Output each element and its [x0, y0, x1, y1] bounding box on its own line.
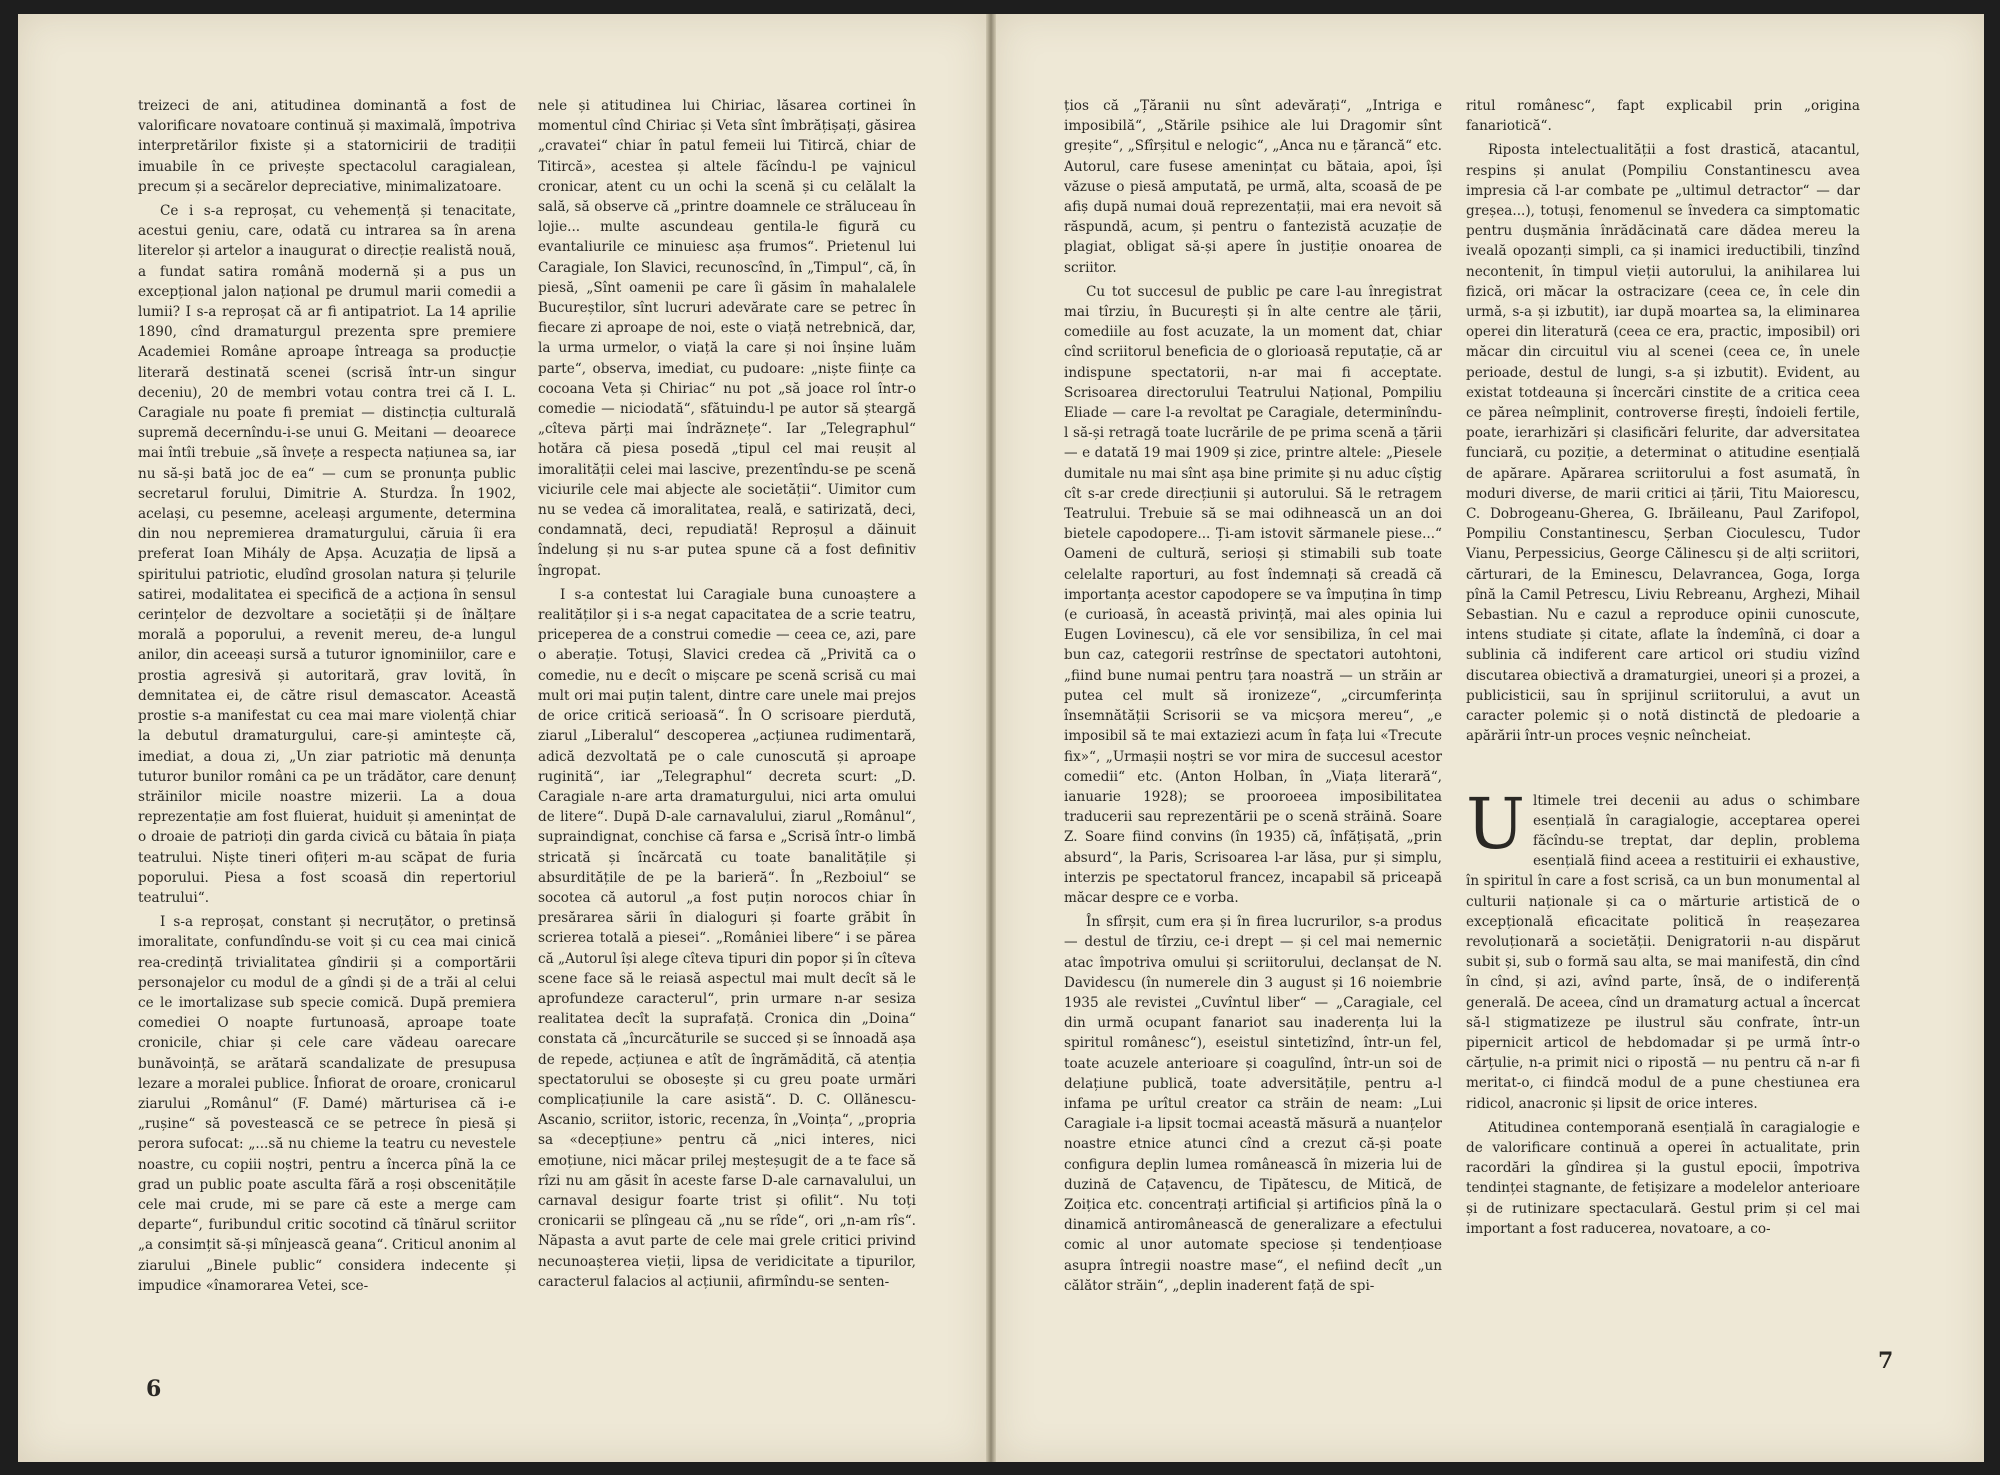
paragraph: nele și atitudinea lui Chiriac, lăsarea cortinei în momentul cînd Chiriac și Veta sînt îmbrățișați, găsirea „cravatei“ chiar în patul femeii lui Titircă, chiar de Titircă», acestea și altele făcîndu-l pe vajnicul cronicar, atent cu un ochi la scenă și cu celălalt la sală, să observe că „printre doamnele ce străluceau în lojie... multe ascundeau gentila-le figură cu evantaliurile ce minuiesc așa frumos“. Prietenul lui Caragiale, Ion Slavici, recunoscînd, în „Timpul“, că, în piesă, „Sînt oamenii pe care îi găsim în mahalalele Bucureștilor, sînt lucruri adevărate care se petrec în fiecare zi aproape de noi, este o viață netrebnică, dar, la urma urmelor, o viață la care și noi înșine luăm parte“, observa, imediat, cu pudoare: „niște ființe ca cocoana Veta și Chiriac“ nu pot „să joace rol într-o comedie — niciodată“, sfătuindu-l pe autor să șteargă „cîteva părți mai îndrăznețe“. Iar „Telegraphul“ hotăra că piesa posedă „tipul cel mai reușit al imoralității celei mai lascive, prezentîndu-se pe scenă viciurile cele mai abjecte ale societății“. Uimitor cum nu se vedea că imoralitatea, reală, e satirizată, deci, condamnată, deci, repudiată! Reproșul a dăinuit îndelung și nu s-ar putea spune că a fost definitiv îngropat. — [538, 98, 916, 579]
left-page — [18, 14, 986, 1462]
paragraph: Cu tot succesul de public pe care l-au înregistrat mai tîrziu, în București și în alte centre ale țării, comediile au fost acuzate, la un moment dat, chiar cînd scriitorul beneficia de o glorioasă reputație, că ar indispune spectatorii, n-ar mai fi acceptate. Scrisoarea directorului Teatrului Național, Pompiliu Eliade — care l-a revoltat pe Caragiale, determinîndu-l să-și retragă toate lucrările de pe prima scenă a țării — e datată 19 mai 1909 și zice, printre altele: „Piesele dumitale nu mai sînt așa bine primite și nu aduc cîștig cît s-ar crede direcțiunii și autorului. Să le retragem Teatrului. Trebuie să se mai odihnească un an doi bietele capodopere... Ți-am istovit sărmanele piese...“ Oameni de cultură, serioși și stimabili sub toate celelalte raporturi, au fost îndemnați să creadă că importanța acestor capodopere se va împuțina în timp (e curioasă, în această privință, mai ales opinia lui Eugen Lovinescu), că ele vor sensibiliza, în cel mai bun caz, categorii restrînse de spectatori autohtoni, „fiind bune numai pentru țara noastră — un străin ar putea cel mult să ironizeze“, „circumferința însemnătății Scrisorii se va micșora mereu“, „e imposibil să te mai extaziezi acum în fața lui «Trecute fix»“, „Urmașii noștri se vor mira de succesul acestor comedii“ etc. (Anton Holban, în „Viața literară“, ianuarie 1928); se prooroeea imposibilitatea traducerii sau reprezentării pe o scenă străină. Soare Z. Soare fiind convins (în 1935) că, înfățișată, „prin absurd“, la Paris, Scrisoarea l-ar lăsa, pur și simplu, interzis pe spectatorul francez, incapabil să priceapă măcar despre ce e vorba. — [1064, 283, 1442, 906]
paragraph: treizeci de ani, atitudinea dominantă a fost de valorificare novatoare continuă și maximală, împotriva interpretărilor fixiste și a statornicirii de tradiții imuabile în ce privește spectacolul caragialean, precum și a secărelor depreciative, minimalizatoare. — [138, 98, 516, 195]
paragraph: țios că „Țăranii nu sînt adevărați“, „Intriga e imposibilă“, „Stările psihice ale lui Dragomir sînt greșite“, „Sfîrșitul e nelogic“, „Anca nu e țărancă“ etc. Autorul, care fusese amenințat cu bătaia, apoi, își văzuse o piesă amputată, pe urmă, alta, scoasă de pe afiș după numai două reprezentații, mai era nevoit să răspundă, acum, și pentru o fantezistă acuzație de plagiat, obligat să-și apere în justiție onoarea de scriitor. — [1064, 98, 1442, 276]
paragraph: Atitudinea contemporană esențială în caragialogie e de valorificare continuă a operei în actualitate, prin racordări la gîndirea și la gustul epocii, împotriva tendinței stagnante, de fetișizare a modelelor anterioare și de rutinizare spectaculară. Gestul prim și cel mai important a fost raducerea, novatoare, a co- — [1466, 1119, 1860, 1237]
right-column-2 — [1466, 96, 1860, 1386]
paragraph: I s-a reproșat, constant și necruțător, o pretinsă imoralitate, confundîndu-se voit și cu cea mai cinică rea-credință trivialitatea gîndirii și a comportării personajelor cu modul de a gîndi și de a trăi al celui ce le imortalizase sub specie comică. După premiera comediei O noapte furtunoasă, aproape toate cronicile, chiar și cele care vădeau oarecare bunăvoință, se arătară scandalizate de presupusa lezare a moralei publice. Înfiorat de oroare, cronicarul ziarului „Românul“ (F. Damé) mărturisea că i-e „rușine“ să povestească ce se petrece în piesă și perora sufocat: „...să nu chieme la teatru cu nevestele noastre, cu copiii noștri, pentru a încerca pînă la ce grad un public poate asculta fără a roși obscenitățile cele mai crude, mi se pare că este a merge cam departe“, furibundul critic socotind că tînărul scriitor „a consimțit să-și mînjească geana“. Criticul anonim al ziarului „Binele public“ considera indecente și impudice «înamorarea Vetei, sce- — [138, 914, 516, 1294]
paragraph: I s-a contestat lui Caragiale buna cunoaștere a realităților și i s-a negat capacitatea de a scrie teatru, priceperea de a construi comedie — ceea ce, azi, pare o aberație. Totuși, Slavici credea că „Privită ca o comedie, nu e decît o mișcare pe scenă scrisă cu mai mult ori mai puțin talent, dintre care unele mai prejos de orice critică serioasă“. În O scrisoare pierdută, ziarul „Liberalul“ descoperea „acțiunea rudimentară, adică dezvoltată pe o cale cunoscută și aproape ruginită“, iar „Telegraphul“ decreta scurt: „D. Caragiale n-are arta dramaturgului, nici arta omului de litere“. După D-ale carnavalului, ziarul „Românul“, supraindignat, conchise că farsa e „Scrisă într-o limbă stricată și încărcată cu toate banalitățile și absurditățile de pe la barieră“. În „Rezboiul“ se socotea că autorul „a fost puțin norocos chiar în presărarea sării în dialoguri și foarte grăbit în scrierea totală a piesei“. „României libere“ i se părea că „Autorul își alege cîteva tipuri din popor și în cîteva scene face să le reiasă aspectul mai mult decît să le aprofundeze caracterul“, prin urmare n-ar sesiza realitatea decît la suprafață. Cronica din „Doina“ constata că „încurcăturile se succed și se înnoadă așa de repede, acțiunea e atît de îngrămădită, că atenția spectatorului se obosește și cu greu poate urmări complicațiunile la care asistă“. D. C. Ollănescu-Ascanio, scriitor, istoric, recenza, în „Voința“, „propria sa «decepțiune» pentru că „nici interes, nici emoțiune, nici măcar prilej meșteșugit de a te face să rîzi nu am găsit în aceste farse D-ale carnavalului, un carnaval desigur foarte trist și ofilit“. Nu toți cronicarii se plîngeau că „nu se rîde“, ori „n-am rîs“. Năpasta a avut parte de cele mai grele critici privind necunoașterea vieții, lipsa de veridicitate a tipurilor, caracterul falacios al acțiunii, afirmîndu-se senten- — [538, 586, 916, 1290]
left-column-2 — [538, 96, 916, 1386]
page-number: 6 — [146, 1376, 162, 1402]
drop-cap: U — [1466, 782, 1525, 865]
section-break — [1466, 751, 1860, 791]
right-page — [996, 14, 1984, 1462]
paragraph: Ce i s-a reproșat, cu vehemență și tenacitate, acestui geniu, care, odată cu intrarea sa în arena literelor și artelor a inaugurat o direcție realistă nouă, a fundat satira română modernă și a pus un excepțional jalon național pe drumul marii comedii a lumii? I s-a reproșat că ar fi antipatriot. La 14 aprilie 1890, cînd dramaturgul prezenta spre premiere Academiei Române aproape întreaga sa producție literară destinată scenei (scrisă într-un singur deceniu), 20 de membri votau contra trei că I. L. Caragiale nu poate fi premiat — distincția culturală supremă decernîndu-i-se unui G. Meitani — deoarece mai întîi trebuie „să învețe a respecta națiunea sa, iar nu să-și bată joc de ea“ — cum se pronunța public secretarul forului, Dimitrie A. Sturdza. În 1902, același, cu pesemne, aceleași argumente, determina din nou nepremierea dramaturgului, căruia îi era preferat Ioan Mihály de Apșa. Acuzația de lipsă a spiritului patriotic, eludînd grosolan natura și țelurile satirei, modalitatea ei specifică de a acționa în sensul cerințelor de dezvoltare a societății și de înălțare morală a poporului, a revenit mereu, de-a lungul anilor, din aceeași sursă a tuturor ignominiilor, care e prostia agresivă și autoritară, grav lovită, în demnitatea ei, de către risul demascator. Această prostie s-a manifestat cu cea mai mare violență chiar la debutul dramaturgului, care-și amintește că, imediat, a doua zi, „Un ziar patriotic mă denunța tuturor bunilor români ca pe un trădător, care denunț străinilor micile noastre mizerii. La a doua reprezentație am fost fluierat, huiduit și amenințat de o droaie de patrioți din garda civică cu bătaia în piața teatrului. Niște tineri ofițeri m-au scăpat de furia poporului. Piesa a fost scoasă din repertoriul teatrului“. — [138, 203, 516, 906]
paragraph: În sfîrșit, cum era și în firea lucrurilor, s-a produs — destul de tîrziu, ce-i drept — și cel mai nemernic atac împotriva omului și scriitorului, declanșat de N. Davidescu (în numerele din 3 august și 16 noiembrie 1935 ale revistei „Cuvîntul liber“ — „Caragiale, cel din urmă ocupant fanariot sau inaderența lui la spiritul românesc“), eseistul sintetizînd, într-un fel, toate acuzele anterioare și coagulînd, într-un soi de delațiune publică, toate adversitățile, pentru a-l infama pe urîtul creator ca străin de neam: „Lui Caragiale i-a lipsit tocmai această măsură a nuanțelor noastre etnice atunci cînd a crezut că-și poate configura deplin lumea românească în mizeria lui de duzină de Cațavencu, de Tipătescu, de Mitică, de Zoițica etc. concentrați artificial și artificios pînă la o dinamică antiromânească de generalizare a efectului comic al unor automate speciose și tendențioase asupra întregii noastre mase“, el nefiind decît „un călător străin“, „deplin inaderent față de spi- — [1064, 914, 1442, 1294]
dropcap-paragraph — [1466, 782, 1860, 1114]
page-number: 7 — [1878, 1348, 1894, 1374]
paragraph-text: ltimele trei decenii au adus o schimbare esențială în caragialogie, acceptarea operei făcîndu-se treptat, dar deplin, problema esențială fiind aceea a restituirii ei exhaustive, în spiritul în care a fost scrisă, ca un bun monumental al culturii naționale și ca o mărturie artistică de o excepțională eficacitate politică în reașezarea revoluționară a societății. Denigratorii n-au dispărut subit și, sub o formă sau alta, se mai manifestă, din cînd în cînd, și azi, avînd parte, însă, de o indiferență generală. De aceea, cînd un dramaturg actual a încercat să-l stigmatizeze pe ilustrul său confrate, într-un pipernicit articol de hebdomadar și pe urmă într-o cărțulie, n-a primit nici o ripostă — nu pentru că n-ar fi meritat-o, ci fiindcă modul de a pune chestiunea era ridicol, anacronic și lipsit de orice interes. — [1466, 792, 1860, 1112]
paragraph: Riposta intelectualității a fost drastică, atacantul, respins și anulat (Pompiliu Constantinescu avea impresia că l-ar combate pe „ultimul detractor“ — dar greșea...), totuși, fenomenul se învedera ca simptomatic pentru dușmănia înrădăcinată care dădea mereu la iveală opozanți simpli, ca și inamici ireductibili, tinzînd necontenit, în timpul vieții autorului, la anihilarea lui fizică, ori măcar la ostracizare (ceea ce, în cele din urmă, s-a și izbutit), iar după moartea sa, la eliminarea operei din literatură (ceea ce era, practic, imposibil) ori măcar din circuitul viu al scenei (ceea ce, în unele perioade, destul de lungi, s-a și izbutit). Evident, au existat totdeauna și încercări cinstite de a critica ceea ce părea neîmplinit, controverse firești, îndoieli fertile, poate, ierarhizări și clasificări felurite, dar adversitatea funciară, cu poziție, a determinat o atitudine esențială de apărare. Apărarea scriitorului a fost asumată, în moduri diverse, de marii critici ai țării, Titu Maiorescu, C. Dobrogeanu-Gherea, G. Ibrăileanu, Paul Zarifopol, Pompiliu Constantinescu, Șerban Cioculescu, Tudor Vianu, Perpessicius, George Călinescu și de alți scriitori, cărturari, de la Eminescu, Delavrancea, Goga, Iorga pînă la Camil Petrescu, Liviu Rebreanu, Arghezi, Mihail Sebastian. Nu e cazul a reproduce opinii cunoscute, intens studiate și citate, aflate la îndemînă, ci doar a sublinia că indiferent care articol ori studiu vizînd discutarea obiectivă a dramaturgiei, uneori și a prozei, a publicisticii, sau în sprijinul scriitorului, a avut un caracter polemic și o notă distinctă de pledoarie a apărării într-un proces veșnic neîncheiat. — [1466, 142, 1860, 745]
book-gutter — [986, 14, 996, 1462]
right-column-1 — [1064, 96, 1442, 1386]
paragraph: ritul românesc“, fapt explicabil prin „origina fanariotică“. — [1466, 98, 1860, 135]
left-column-1 — [138, 96, 516, 1386]
